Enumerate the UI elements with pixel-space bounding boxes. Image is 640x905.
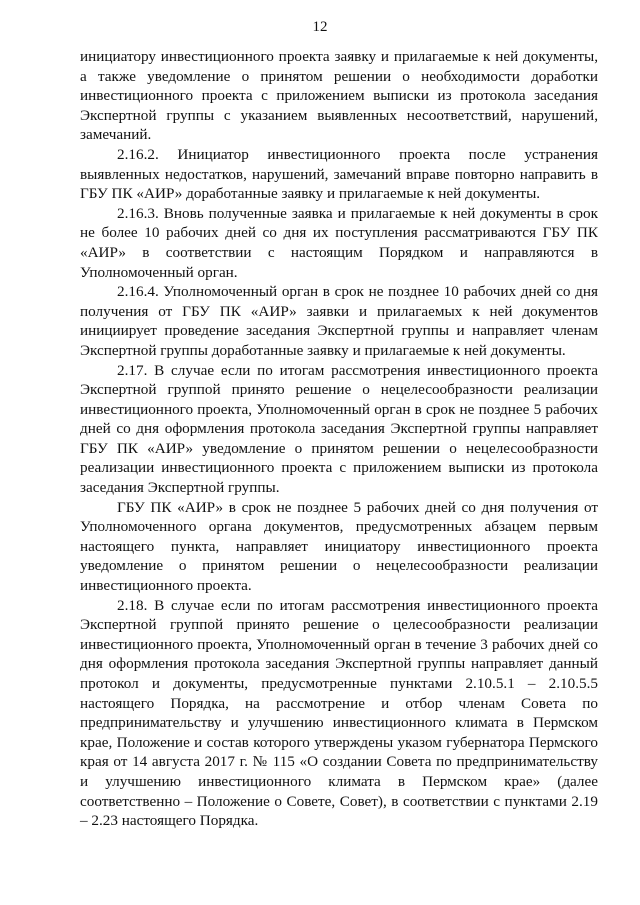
paragraph-2-17: 2.17. В случае если по итогам рассмотрения инвестиционного проекта Экспертной группой принято решение о нецелесообразности реализации инвестиционного проекта, Уполномоченный орган в срок не позднее 5 рабочих дней со дня оформления протокола заседания Экспертной группы направляет ГБУ ПК «АИР» уведомление о принятом решении о нецелесообразности реализации инвестиционного проекта с приложением выписки из протокола заседания Экспертной группы. — [80, 361, 598, 497]
paragraph-continuation: инициатору инвестиционного проекта заявку и прилагаемые к ней документы, а также уведомление о принятом решении о необходимости доработки инвестиционного проекта с приложением выписки из протокола заседания Экспертной группы с указанием выявленных несоответствий, нарушений, замечаний. — [80, 48, 598, 144]
paragraph-2-16-2: 2.16.2. Инициатор инвестиционного проекта после устранения выявленных недостатков, нарушений, замечаний вправе повторно направить в ГБУ ПК «АИР» доработанные заявку и прилагаемые к ней документы. — [80, 145, 598, 203]
document-body — [80, 47, 598, 831]
page-number: 12 — [312, 19, 328, 35]
paragraph-2-16-4: 2.16.4. Уполномоченный орган в срок не позднее 10 рабочих дней со дня получения от ГБУ ПК «АИР» заявки и прилагаемых к ней документов инициирует проведение заседания Экспертной группы и направляет членам Экспертной группы доработанные заявку и прилагаемые к ней документы. — [80, 283, 598, 359]
paragraph-2-16-3: 2.16.3. Вновь полученные заявка и прилагаемые к ней документы в срок не более 10 рабочих дней со дня их поступления рассматриваются ГБУ ПК «АИР» в соответствии с настоящим Порядком и направляются в Уполномоченный орган. — [80, 204, 598, 281]
paragraph-2-17-second: ГБУ ПК «АИР» в срок не позднее 5 рабочих дней со дня получения от Уполномоченного органа документов, предусмотренных абзацем первым настоящего пункта, направляет инициатору инвестиционного проекта уведомление о принятом решении о нецелесообразности реализации инвестиционного проекта. — [80, 498, 598, 595]
paragraph-2-18: 2.18. В случае если по итогам рассмотрения инвестиционного проекта Экспертной группой принято решение о целесообразности реализации инвестиционного проекта, Уполномоченный орган в течение 3 рабочих дней со дня оформления протокола заседания Экспертной группы направляет данный протокол и документы, предусмотренные пунктами 2.10.5.1 – 2.10.5.5 настоящего Порядка, на рассмотрение и отбор членам Совета по предпринимательству и улучшению инвестиционного климата в Пермском крае, Положение и состав которого утверждены указом губернатора Пермского края от 14 августа 2017 г. № 115 «О создании Совета по предпринимательству и улучшению инвестиционного климата в Пермском крае» (далее соответственно – Положение о Совете, Совет), в соответствии с пунктами 2.19 – 2.23 настоящего Порядка. — [80, 596, 598, 830]
